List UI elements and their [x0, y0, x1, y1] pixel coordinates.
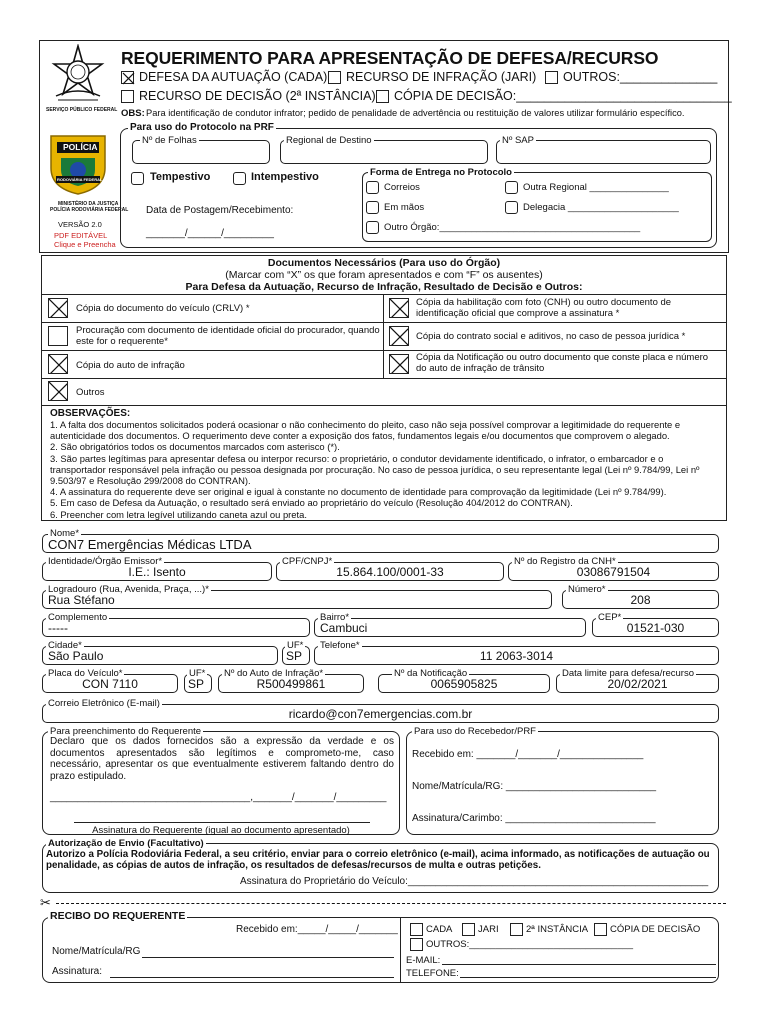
doc-checkbox[interactable] — [48, 381, 68, 401]
recurso-jari-checkbox[interactable] — [328, 71, 341, 84]
recibo-nome: Nome/Matrícula/RG — [52, 946, 141, 957]
uf2-label: UF* — [189, 668, 206, 679]
recebedor-nome[interactable]: Nome/Matrícula/RG: ___________________________ — [412, 781, 657, 792]
em-maos-label: Em mãos — [384, 202, 425, 213]
obs-label: OBS: — [121, 108, 145, 119]
doc-item-contrato: Cópia do contrato social e aditivos, no caso de pessoa jurídica * — [416, 331, 686, 342]
doc-row-line — [42, 405, 726, 406]
prf-badge-icon — [47, 130, 109, 196]
observacao-item: 2. São obrigatórios todos os documentos marcados com asterisco (*). — [50, 441, 340, 453]
auto-value: R500499861 — [256, 677, 326, 691]
click-fill-label: Clique e Preencha — [54, 240, 116, 249]
complemento-value: ----- — [48, 621, 68, 635]
correios-label: Correios — [384, 182, 420, 193]
doc-item-cnh: Cópia da habilitação com foto (CNH) ou outro documento de identificação oficial que comprove a assinatura * — [416, 297, 672, 319]
cut-line — [56, 903, 726, 904]
cidade-label: Cidade* — [48, 640, 82, 651]
version-label: VERSÃO 2.0 — [58, 220, 102, 229]
doc-row-line — [42, 350, 726, 351]
recebedor-recebido[interactable]: Recebido em: _______/_______/_______________ — [412, 749, 644, 760]
correios-checkbox[interactable] — [366, 181, 379, 194]
intempestivo-checkbox[interactable] — [233, 172, 246, 185]
email-label: Correio Eletrônico (E-mail) — [48, 698, 160, 709]
recebedor-assinatura[interactable]: Assinatura/Carimbo: ___________________________ — [412, 813, 656, 824]
scissors-icon: ✂ — [40, 895, 51, 910]
uf-label: UF* — [287, 640, 304, 651]
badge-bottom-text: RODOVIÁRIA FEDERAL — [57, 177, 103, 182]
signature-caption: Assinatura do Requerente (igual ao documento apresentado) — [92, 825, 350, 836]
observacao-item: 5. Em caso de Defesa da Autuação, o resultado será enviado ao proprietário do veículo (Resolução 404/2012 do CONTRAN). — [50, 497, 573, 509]
outros-label: OUTROS:______________ — [563, 70, 718, 84]
doc-row-line — [42, 294, 726, 295]
autorizacao-assinatura[interactable]: Assinatura do Proprietário do Veículo:______________________________________________________ — [240, 876, 709, 887]
ministry-line-1: MINISTÉRIO DA JUSTIÇA — [58, 201, 119, 207]
badge-top-text: POLÍCIA — [63, 142, 98, 152]
tempestivo-label: Tempestivo — [150, 171, 211, 183]
email-value: ricardo@con7emergencias.com.br — [288, 707, 473, 721]
recibo-outros-label: OUTROS:_______________________________ — [426, 939, 634, 950]
doc-item-crlv: Cópia do documento do veículo (CRLV) * — [76, 303, 250, 314]
recibo-telefone-line[interactable] — [460, 977, 716, 978]
doc-checkbox[interactable] — [48, 298, 68, 318]
tempestivo-checkbox[interactable] — [131, 172, 144, 185]
recibo-telefone-label: TELEFONE: — [406, 968, 459, 979]
telefone-value: 11 2063-3014 — [479, 649, 554, 663]
placa-label: Placa do Veículo* — [48, 668, 123, 679]
uf2-value: SP — [188, 677, 205, 691]
observacoes-title: OBSERVAÇÕES: — [50, 408, 131, 419]
doc-item-notificacao: Cópia da Notificação ou outro documento que conste placa e número do auto de infração de trânsito — [416, 352, 709, 374]
identidade-value: I.E.: Isento — [128, 565, 186, 579]
coat-of-arms-icon — [48, 44, 108, 104]
cep-value: 01521-030 — [626, 621, 685, 635]
notificacao-label: Nº da Notificação — [394, 668, 468, 679]
observacao-item: 3. São partes legítimas para apresentar defesa ou interpor recurso: o proprietário, o condutor devidamente identificado, o infrator, o embarcador e o transportador responsável pela infração ou pessoa designada por procuração. No caso de pessoa jurídica, o seu representante legal (Lei nº 9.784/99, Lei nº 9.503/97 e Resolução 299/2008 do CONTRAN). — [50, 452, 700, 487]
bairro-value: Cambuci — [320, 621, 368, 635]
cpf-value: 15.864.100/0001-33 — [336, 565, 444, 579]
doc-checkbox[interactable] — [48, 326, 68, 346]
ministry-line-2: POLÍCIA RODOVIÁRIA FEDERAL — [50, 207, 129, 213]
recibo-email-line[interactable] — [442, 964, 716, 965]
recibo-title: RECIBO DO REQUERENTE — [50, 910, 186, 922]
delegacia-label: Delegacia _____________________ — [523, 202, 679, 213]
recebedor-title: Para uso do Recebedor/PRF — [414, 726, 536, 737]
recibo-segunda-checkbox[interactable] — [510, 923, 523, 936]
recurso-jari-label: RECURSO DE INFRAÇÃO (JARI) — [346, 70, 537, 84]
placa-value: CON 7110 — [82, 677, 138, 691]
documentos-subheader: Para Defesa da Autuação, Recurso de Infração, Resultado de Decisão e Outros: — [185, 281, 583, 293]
seal-caption: SERVIÇO PÚBLICO FEDERAL — [46, 107, 118, 113]
doc-item-procuracao: Procuração com documento de identidade oficial do procurador, quando este for o requerente* — [76, 325, 380, 347]
recibo-jari-checkbox[interactable] — [462, 923, 475, 936]
cnh-label: Nº do Registro da CNH* — [514, 556, 616, 567]
doc-item-auto: Cópia do auto de infração — [76, 360, 185, 371]
doc-item-outros: Outros — [76, 387, 105, 398]
autorizacao-text: Autorizo a Polícia Rodoviária Federal, a seu critério, enviar para o correio eletrônico (e-mail), acima informado, as notificações de autuação ou penalidade, as cópias de autos de infração, os resultados de defesas/recursos de multa e outras petições. — [46, 849, 710, 871]
outro-orgao-checkbox[interactable] — [366, 221, 379, 234]
doc-row-line — [42, 322, 726, 323]
copia-decisao-label: CÓPIA DE DECISÃO:_______________________________ — [394, 89, 732, 103]
documentos-subtitle: (Marcar com “X” os que foram apresentados e com “F” os ausentes) — [225, 269, 543, 281]
data-postagem-label: Data de Postagem/Recebimento: — [146, 205, 294, 216]
signature-line — [74, 822, 370, 823]
page-title: REQUERIMENTO PARA APRESENTAÇÃO DE DEFESA/RECURSO — [121, 48, 659, 68]
complemento-label: Complemento — [48, 612, 108, 623]
nome-value: CON7 Emergências Médicas LTDA — [48, 537, 252, 552]
declaracao-text: Declaro que os dados fornecidos são a expressão da verdade e os documentos apresentados são legítimos e comprometo-me, caso necessário, apresentar os que eventualmente estiverem faltando dentro do prazo estipulado. — [50, 736, 394, 782]
recibo-jari-label: JARI — [478, 924, 499, 935]
cep-label: CEP* — [598, 612, 622, 623]
logradouro-value: Rua Stéfano — [48, 593, 115, 607]
em-maos-checkbox[interactable] — [366, 201, 379, 214]
data-postagem-blank[interactable]: _______/______/_________ — [146, 228, 274, 239]
doc-row-line — [42, 378, 726, 379]
recibo-segunda-label: 2ª INSTÂNCIA — [526, 924, 589, 935]
defesa-checkbox[interactable] — [121, 71, 134, 84]
declaracao-date-line[interactable]: ____________________________________,_______/_______/_________ — [50, 792, 387, 803]
doc-checkbox[interactable] — [389, 298, 409, 318]
outra-regional-checkbox[interactable] — [505, 181, 518, 194]
obs-text: Para identificação de condutor infrator; pedido de penalidade de advertência ou restituição de valores utilizar formulário específico. — [146, 108, 685, 118]
cnh-value: 03086791504 — [576, 565, 651, 579]
sap-label: Nº SAP — [502, 135, 534, 146]
intempestivo-label: Intempestivo — [251, 171, 319, 183]
nome-label: Nome* — [50, 528, 80, 539]
copia-decisao-checkbox[interactable] — [376, 90, 389, 103]
delegacia-checkbox[interactable] — [505, 201, 518, 214]
recurso-decisao-label: RECURSO DE DECISÃO (2ª INSTÂNCIA) — [139, 89, 376, 103]
pdf-editable-label: PDF EDITÁVEL — [54, 231, 108, 240]
logradouro-label: Logradouro (Rua, Avenida, Praça, ...)* — [48, 584, 209, 595]
recibo-assinatura-line — [110, 977, 394, 978]
recibo-cada-checkbox[interactable] — [410, 923, 423, 936]
outra-regional-label: Outra Regional _______________ — [523, 182, 669, 193]
protocolo-title: Para uso do Protocolo na PRF — [130, 122, 274, 133]
recibo-nome-line — [142, 957, 394, 958]
identidade-label: Identidade/Órgão Emissor* — [48, 556, 163, 567]
observacao-item: 1. A falta dos documentos solicitados poderá ocasionar o não conhecimento do pleito, caso não seja possível comprovar a legitimidade do requerente e autenticidade dos documentos. O requerimento deve conter a exposição dos fatos, fundamentos legais e/ou documentos que comprovem o alegado. — [50, 419, 681, 442]
observacoes-list — [50, 419, 720, 520]
telefone-label: Telefone* — [320, 640, 360, 651]
recibo-copia-label: CÓPIA DE DECISÃO — [610, 924, 701, 935]
recibo-cada-label: CADA — [426, 924, 453, 935]
observacao-item: 4. A assinatura do requerente deve ser original e igual à constante no documento de identidade para comprovação da legitimidade (Lei nº 9.784/99). — [50, 486, 667, 498]
auto-label: Nº do Auto de Infração* — [224, 668, 324, 679]
recibo-divider — [400, 917, 401, 983]
recibo-outros-checkbox[interactable] — [410, 938, 423, 951]
data-limite-value: 20/02/2021 — [607, 677, 668, 691]
data-limite-label: Data limite para defesa/recurso — [562, 668, 695, 679]
cidade-value: São Paulo — [48, 649, 104, 663]
autorizacao-title: Autorização de Envio (Facultativo) — [48, 838, 204, 849]
documentos-title: Documentos Necessários (Para uso do Órgão) — [267, 257, 501, 269]
doc-checkbox[interactable] — [389, 354, 409, 374]
doc-col-line — [383, 294, 384, 378]
numero-value: 208 — [630, 593, 651, 607]
doc-checkbox[interactable] — [48, 354, 68, 374]
bairro-label: Bairro* — [320, 612, 350, 623]
notificacao-value: 0065905825 — [430, 677, 498, 691]
recibo-email-label: E-MAIL: — [406, 955, 441, 966]
regional-label: Regional de Destino — [286, 135, 372, 146]
folhas-label: Nº de Folhas — [142, 135, 197, 146]
defesa-label: DEFESA DA AUTUAÇÃO (CADA) — [139, 70, 328, 84]
doc-checkbox[interactable] — [389, 326, 409, 346]
numero-label: Número* — [568, 584, 606, 595]
recurso-decisao-checkbox[interactable] — [121, 90, 134, 103]
declaracao-title: Para preenchimento do Requerente — [50, 726, 202, 737]
uf-value: SP — [286, 649, 303, 663]
recibo-copia-checkbox[interactable] — [594, 923, 607, 936]
recibo-recebido[interactable]: Recebido em:_____/_____/_______ — [236, 924, 398, 935]
outros-checkbox[interactable] — [545, 71, 558, 84]
outro-orgao-label: Outro Órgão:______________________________________ — [384, 222, 641, 233]
cpf-label: CPF/CNPJ* — [282, 556, 333, 567]
observacao-item: 6. Preencher com letra legível utilizando caneta azul ou preta. — [50, 508, 307, 520]
forma-entrega-title: Forma de Entrega no Protocolo — [370, 167, 512, 178]
recibo-assinatura: Assinatura: — [52, 966, 103, 977]
